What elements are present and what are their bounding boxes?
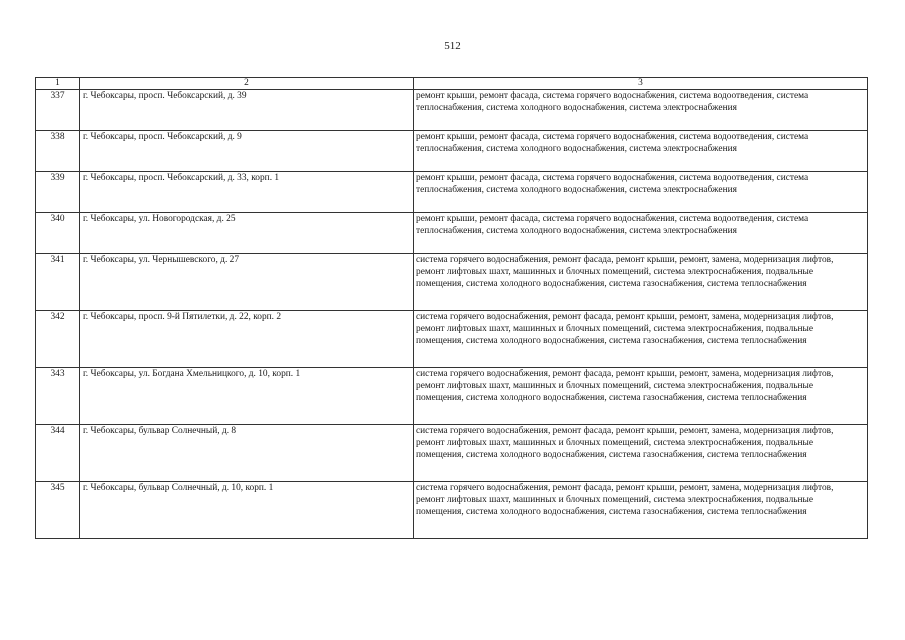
row-address: г. Чебоксары, ул. Новогородская, д. 25	[80, 213, 414, 254]
table-row	[36, 131, 868, 172]
page-number: 512	[444, 40, 461, 52]
row-number: 341	[36, 254, 80, 311]
table-row	[36, 254, 868, 311]
table-row	[36, 213, 868, 254]
row-address: г. Чебоксары, бульвар Солнечный, д. 8	[80, 425, 414, 482]
table-row	[36, 482, 868, 539]
column-header-works: 3	[414, 78, 868, 90]
row-number: 337	[36, 90, 80, 131]
row-address: г. Чебоксары, ул. Богдана Хмельницкого, д. 10, корп. 1	[80, 368, 414, 425]
row-number: 342	[36, 311, 80, 368]
table-row	[36, 90, 868, 131]
row-works: система горячего водоснабжения, ремонт фасада, ремонт крыши, ремонт, замена, модернизация лифтов, ремонт лифтовых шахт, машинных и блочных помещений, система электроснабжения, подвальные помещения, система холодного водоснабжения, система газоснабжения, система теплоснабжения	[414, 425, 868, 482]
row-number: 338	[36, 131, 80, 172]
row-address: г. Чебоксары, просп. 9-й Пятилетки, д. 22, корп. 2	[80, 311, 414, 368]
row-number: 343	[36, 368, 80, 425]
table-row	[36, 311, 868, 368]
row-works: ремонт крыши, ремонт фасада, система горячего водоснабжения, система водоотведения, система теплоснабжения, система холодного водоснабжения, система электроснабжения	[414, 131, 868, 172]
row-works: система горячего водоснабжения, ремонт фасада, ремонт крыши, ремонт, замена, модернизация лифтов, ремонт лифтовых шахт, машинных и блочных помещений, система электроснабжения, подвальные помещения, система холодного водоснабжения, система газоснабжения, система теплоснабжения	[414, 482, 868, 539]
row-number: 340	[36, 213, 80, 254]
column-header-address: 2	[80, 78, 414, 90]
repair-works-table	[35, 77, 868, 539]
row-works: ремонт крыши, ремонт фасада, система горячего водоснабжения, система водоотведения, система теплоснабжения, система холодного водоснабжения, система электроснабжения	[414, 90, 868, 131]
row-address: г. Чебоксары, просп. Чебоксарский, д. 39	[80, 90, 414, 131]
row-works: ремонт крыши, ремонт фасада, система горячего водоснабжения, система водоотведения, система теплоснабжения, система холодного водоснабжения, система электроснабжения	[414, 172, 868, 213]
row-number: 345	[36, 482, 80, 539]
row-works: ремонт крыши, ремонт фасада, система горячего водоснабжения, система водоотведения, система теплоснабжения, система холодного водоснабжения, система электроснабжения	[414, 213, 868, 254]
table-header-row	[36, 78, 868, 90]
table-row	[36, 172, 868, 213]
row-number: 339	[36, 172, 80, 213]
row-works: система горячего водоснабжения, ремонт фасада, ремонт крыши, ремонт, замена, модернизация лифтов, ремонт лифтовых шахт, машинных и блочных помещений, система электроснабжения, подвальные помещения, система холодного водоснабжения, система газоснабжения, система теплоснабжения	[414, 254, 868, 311]
row-address: г. Чебоксары, бульвар Солнечный, д. 10, корп. 1	[80, 482, 414, 539]
row-address: г. Чебоксары, просп. Чебоксарский, д. 33, корп. 1	[80, 172, 414, 213]
row-works: система горячего водоснабжения, ремонт фасада, ремонт крыши, ремонт, замена, модернизация лифтов, ремонт лифтовых шахт, машинных и блочных помещений, система электроснабжения, подвальные помещения, система холодного водоснабжения, система газоснабжения, система теплоснабжения	[414, 311, 868, 368]
row-works: система горячего водоснабжения, ремонт фасада, ремонт крыши, ремонт, замена, модернизация лифтов, ремонт лифтовых шахт, машинных и блочных помещений, система электроснабжения, подвальные помещения, система холодного водоснабжения, система газоснабжения, система теплоснабжения	[414, 368, 868, 425]
row-number: 344	[36, 425, 80, 482]
row-address: г. Чебоксары, просп. Чебоксарский, д. 9	[80, 131, 414, 172]
table-row	[36, 425, 868, 482]
column-header-number: 1	[36, 78, 80, 90]
row-address: г. Чебоксары, ул. Чернышевского, д. 27	[80, 254, 414, 311]
table-row	[36, 368, 868, 425]
